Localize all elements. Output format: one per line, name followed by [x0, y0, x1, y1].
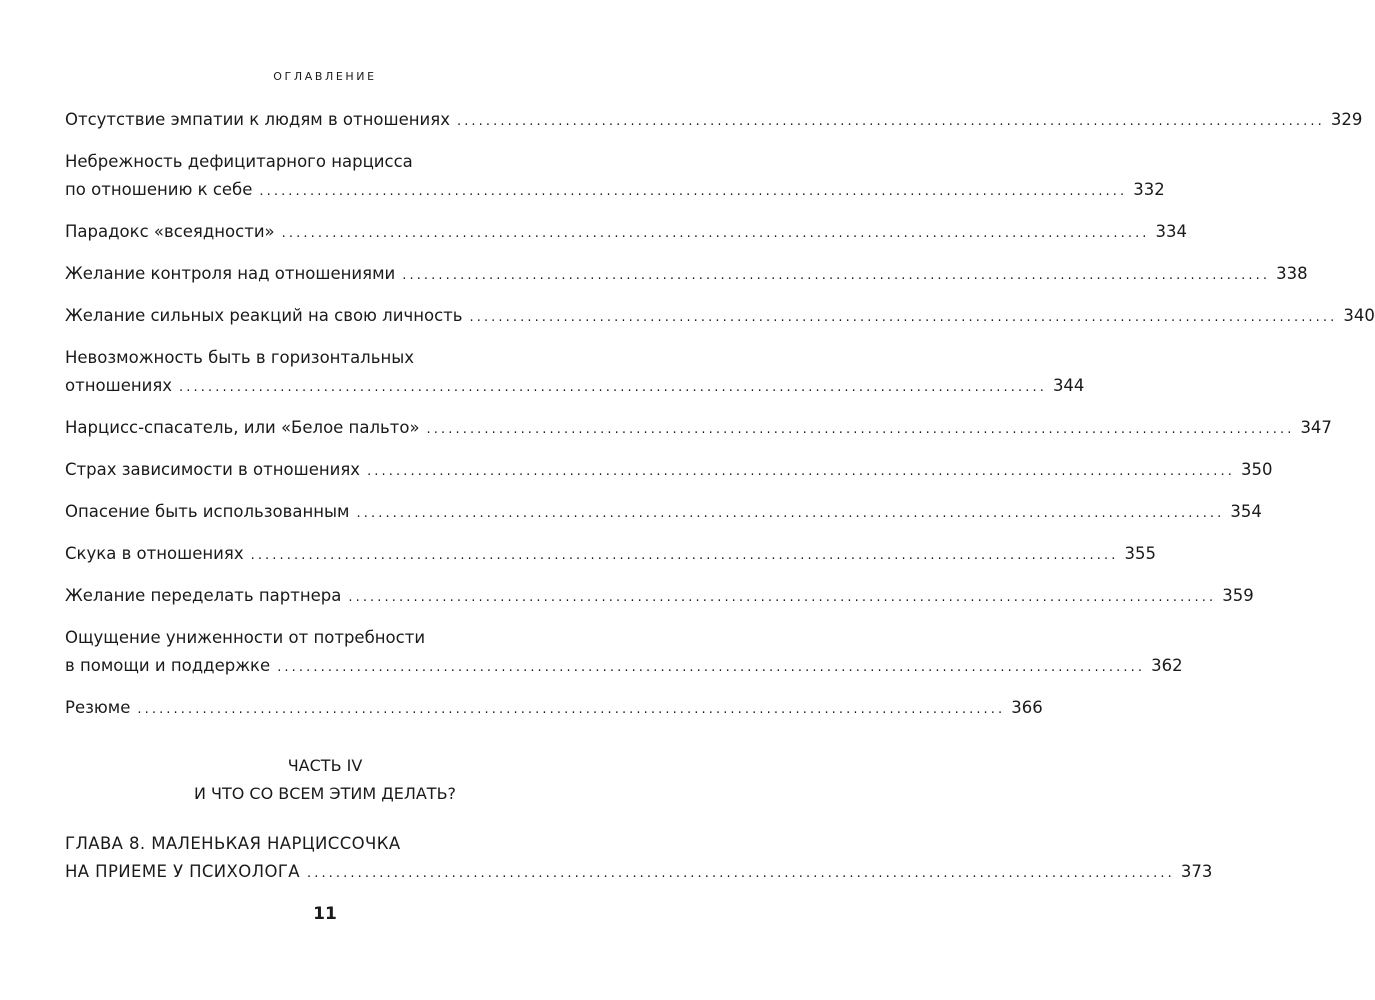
toc-entry-title: Скука в отношениях — [65, 544, 244, 563]
toc-page-number: 329 — [1330, 110, 1363, 129]
leader-dots: ........................................................................................................................ — [259, 184, 1128, 199]
toc-page-number: 359 — [1222, 586, 1254, 605]
toc-page-number: 350 — [1240, 460, 1273, 479]
leader-dots: ........................................................................................................................ — [469, 310, 1338, 325]
toc-entry-title: отношениях — [65, 376, 173, 395]
part-title: И ЧТО СО ВСЕМ ЭТИМ ДЕЛАТЬ? — [193, 784, 457, 803]
leader-dots: ........................................................................................................................ — [426, 422, 1295, 437]
toc-page-number: 334 — [1155, 222, 1188, 241]
toc-entry[interactable] — [65, 542, 1156, 566]
toc-page-number: 373 — [1180, 862, 1213, 881]
leader-dots: ........................................................................................................................ — [367, 464, 1235, 479]
toc-entry-title: Страх зависимости в отношениях — [65, 460, 361, 479]
toc-entry[interactable] — [65, 108, 1363, 132]
toc-entry-title: Нарцисс-спасатель, или «Белое пальто» — [65, 418, 420, 437]
toc-page-number: 354 — [1230, 502, 1262, 521]
toc-entry[interactable] — [65, 500, 1262, 524]
toc-entry-title-line[interactable]: Невозможность быть в горизонтальных — [65, 348, 415, 367]
toc-page-number: 362 — [1151, 656, 1183, 675]
toc-page-number: 338 — [1276, 264, 1308, 283]
toc-entry[interactable] — [65, 584, 1254, 608]
page-number: 11 — [313, 904, 337, 924]
leader-dots: ........................................................................................................................ — [456, 114, 1325, 129]
leader-dots: ........................................................................................................................ — [306, 866, 1175, 881]
toc-entry-title: Отсутствие эмпатии к людям в отношениях — [65, 110, 450, 129]
leader-dots: ........................................................................................................................ — [356, 506, 1225, 521]
toc-entry[interactable] — [65, 458, 1273, 482]
toc-page-number: 332 — [1133, 180, 1165, 199]
toc-entry[interactable] — [65, 304, 1375, 328]
toc-entry-title: Опасение быть использованным — [65, 502, 350, 521]
toc-entry[interactable] — [65, 696, 1043, 720]
toc-entry[interactable] — [65, 220, 1188, 244]
leader-dots: ........................................................................................................................ — [277, 660, 1146, 675]
toc-entry[interactable] — [65, 374, 1085, 398]
toc-page-number: 347 — [1300, 418, 1332, 437]
toc-page-number: 355 — [1124, 544, 1156, 563]
toc-page-number: 340 — [1343, 306, 1375, 325]
toc-page-number: 366 — [1011, 698, 1043, 717]
toc-entry[interactable] — [65, 178, 1165, 202]
leader-dots: ........................................................................................................................ — [250, 548, 1119, 563]
toc-entry-title: Желание контроля над отношениями — [65, 264, 396, 283]
toc-entry-title: по отношению к себе — [65, 180, 253, 199]
toc-entry-title: Желание сильных реакций на свою личность — [65, 306, 463, 325]
leader-dots: ........................................................................................................................ — [348, 590, 1217, 605]
leader-dots: ........................................................................................................................ — [281, 226, 1150, 241]
chapter-entry[interactable] — [65, 860, 1213, 884]
toc-entry-title: Парадокс «всеядности» — [65, 222, 275, 241]
chapter-title: НА ПРИЕМЕ У ПСИХОЛОГА — [65, 862, 300, 881]
toc-page-number: 344 — [1052, 376, 1085, 395]
toc-entry-title-line[interactable]: Ощущение униженности от потребности — [65, 628, 426, 647]
part-label: ЧАСТЬ IV — [287, 756, 363, 775]
toc-entry-title-line[interactable]: Небрежность дефицитарного нарцисса — [65, 152, 413, 171]
toc-entry[interactable] — [65, 262, 1308, 286]
toc-entry-title: в помощи и поддержке — [65, 656, 271, 675]
chapter-title-line[interactable]: ГЛАВА 8. МАЛЕНЬКАЯ НАРЦИССОЧКА — [65, 834, 401, 853]
toc-entry[interactable] — [65, 416, 1332, 440]
toc-entry-title: Желание переделать партнера — [65, 586, 342, 605]
running-header: ОГЛАВЛЕНИЕ — [273, 70, 377, 83]
leader-dots: ........................................................................................................................ — [402, 268, 1271, 283]
toc-entry-title: Резюме — [65, 698, 131, 717]
leader-dots: ........................................................................................................................ — [179, 380, 1047, 395]
leader-dots: ........................................................................................................................ — [137, 702, 1006, 717]
toc-entry[interactable] — [65, 654, 1183, 678]
